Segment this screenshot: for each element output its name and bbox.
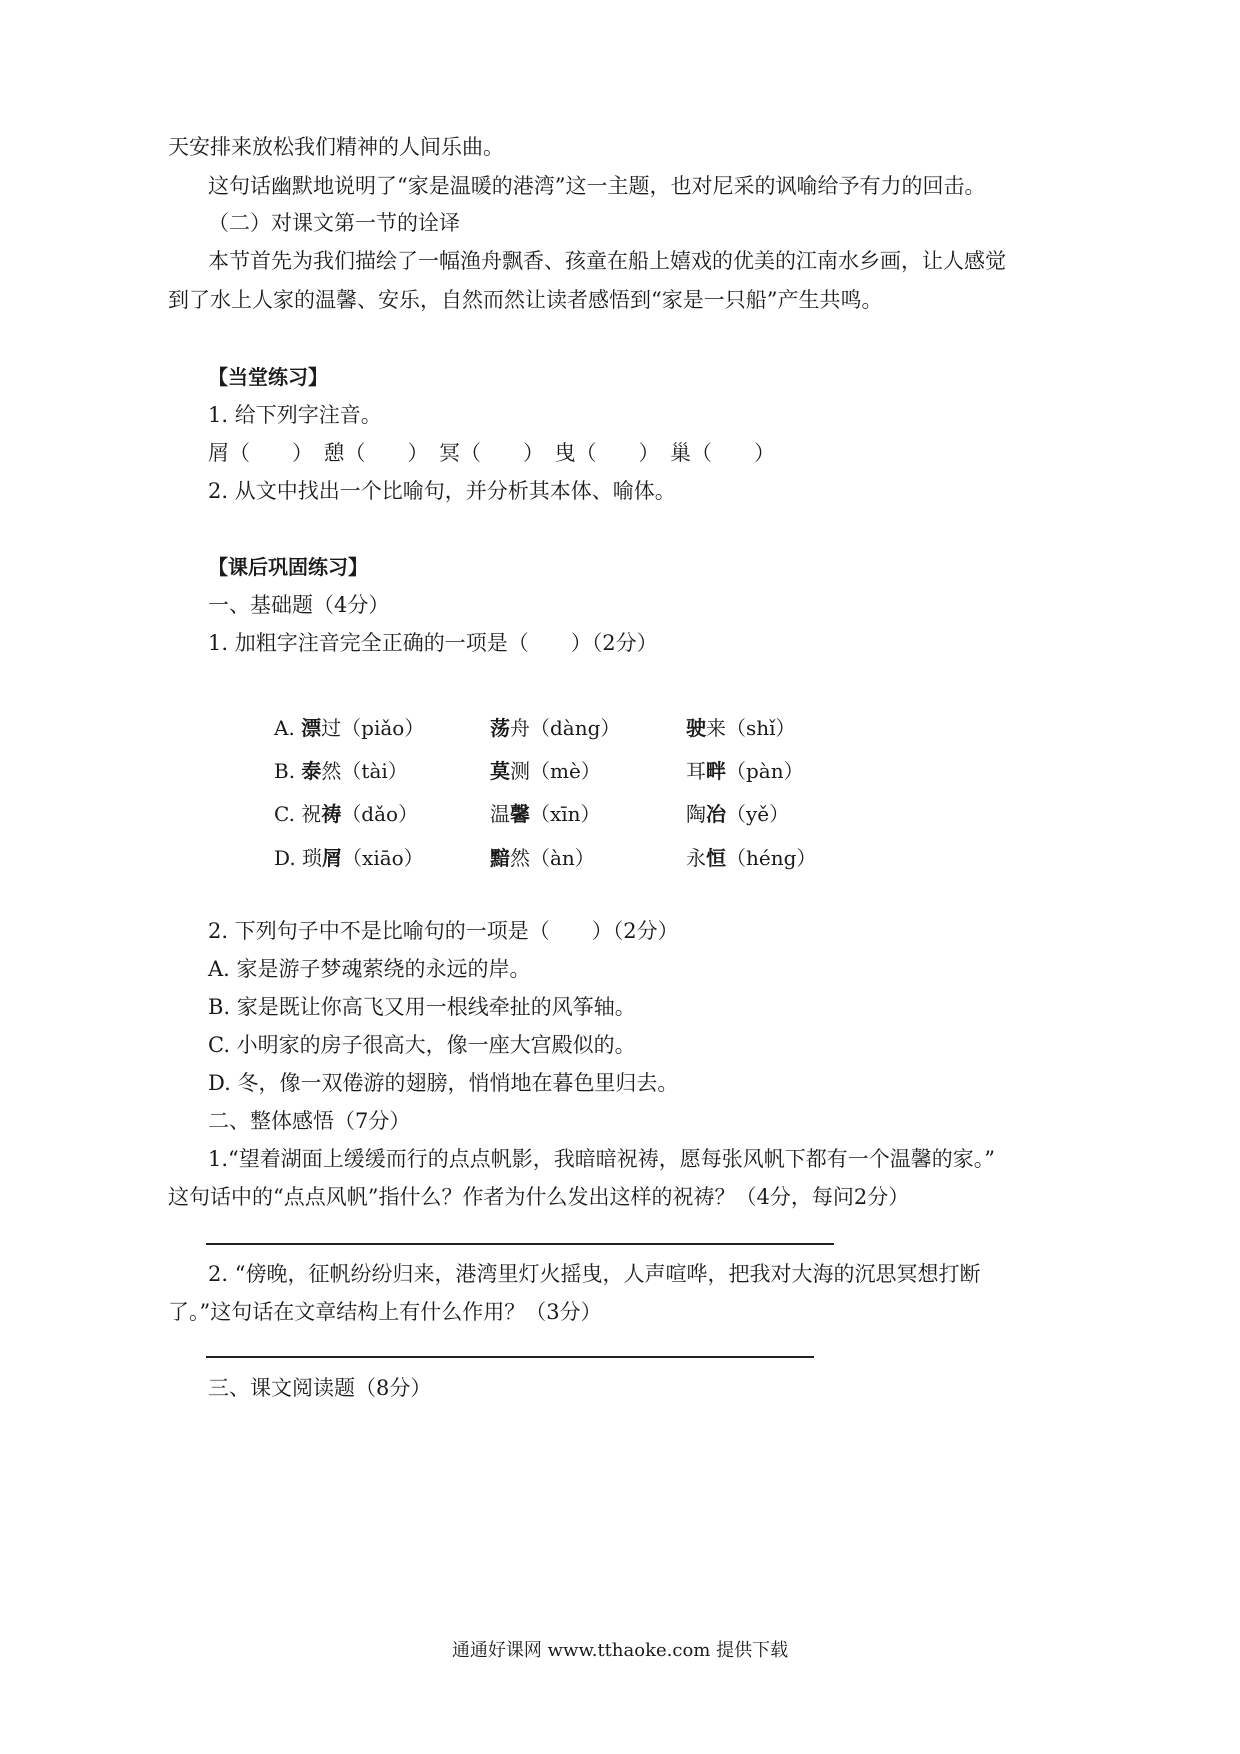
- heading-homework: 【课后巩固练习】: [208, 555, 368, 579]
- question: 1. 加粗字注音完全正确的一项是（ ）（2分）: [208, 631, 658, 655]
- question: 了。”这句话在文章结构上有什么作用？（3分）: [168, 1300, 602, 1324]
- option-cell: 永恒（héng）: [686, 846, 817, 870]
- text-line: 天安排来放松我们精神的人间乐曲。: [168, 135, 504, 159]
- section-subtitle: （二）对课文第一节的诠译: [208, 211, 460, 235]
- pinyin-blanks: 屑（ ） 憩（ ） 冥（ ） 曳（ ） 巢（ ）: [208, 441, 775, 465]
- choice: A. 家是游子梦魂萦绕的永远的岸。: [208, 957, 531, 981]
- question: 1.“望着湖面上缓缓而行的点点帆影，我暗暗祝祷，愿每张风帆下都有一个温馨的家。”: [208, 1147, 996, 1171]
- option-cell: 耳畔（pàn）: [686, 759, 804, 783]
- option-cell: 温馨（xīn）: [490, 802, 601, 826]
- question: 1. 给下列字注音。: [208, 403, 382, 427]
- section-title: 三、课文阅读题（8分）: [208, 1376, 432, 1400]
- question: 2. 从文中找出一个比喻句，并分析其本体、喻体。: [208, 479, 676, 503]
- question: 这句话中的“点点风帆”指什么？作者为什么发出这样的祝祷？（4分，每问2分）: [168, 1185, 910, 1209]
- option-cell: A. 漂过（piǎo）: [274, 716, 425, 740]
- option-cell: B. 泰然（tài）: [274, 759, 408, 783]
- section-title: 二、整体感悟（7分）: [208, 1109, 411, 1133]
- section-title: 一、基础题（4分）: [208, 593, 390, 617]
- option-cell: 荡舟（dàng）: [490, 716, 621, 740]
- option-cell: 驶来（shǐ）: [686, 716, 796, 740]
- question: 2. 下列句子中不是比喻句的一项是（ ）（2分）: [208, 919, 679, 943]
- text-line: 本节首先为我们描绘了一幅渔舟飘香、孩童在船上嬉戏的优美的江南水乡画，让人感觉: [208, 249, 1006, 273]
- option-cell: 黯然（àn）: [490, 846, 595, 870]
- choice: C. 小明家的房子很高大，像一座大宫殿似的。: [208, 1033, 636, 1057]
- choice: B. 家是既让你高飞又用一根线牵扯的风筝轴。: [208, 995, 636, 1019]
- text-line: 这句话幽默地说明了“家是温暖的港湾”这一主题，也对尼采的讽喻给予有力的回击。: [208, 174, 986, 198]
- answer-line: [206, 1356, 814, 1358]
- text-line: 到了水上人家的温馨、安乐，自然而然让读者感悟到“家是一只船”产生共鸣。: [168, 288, 883, 312]
- option-cell: D. 琐屑（xiāo）: [274, 846, 424, 870]
- option-cell: 莫测（mè）: [490, 759, 601, 783]
- heading-class-practice: 【当堂练习】: [208, 365, 328, 389]
- option-cell: 陶冶（yě）: [686, 802, 790, 826]
- question: 2. “傍晚，征帆纷纷归来，港湾里灯火摇曳，人声喧哗，把我对大海的沉思冥想打断: [208, 1262, 981, 1286]
- footer-credit: 通通好课网 www.tthaoke.com 提供下载: [451, 1640, 789, 1661]
- choice: D. 冬，像一双倦游的翅膀，悄悄地在暮色里归去。: [208, 1071, 679, 1095]
- option-cell: C. 祝祷（dǎo）: [274, 802, 419, 826]
- answer-line: [206, 1243, 834, 1245]
